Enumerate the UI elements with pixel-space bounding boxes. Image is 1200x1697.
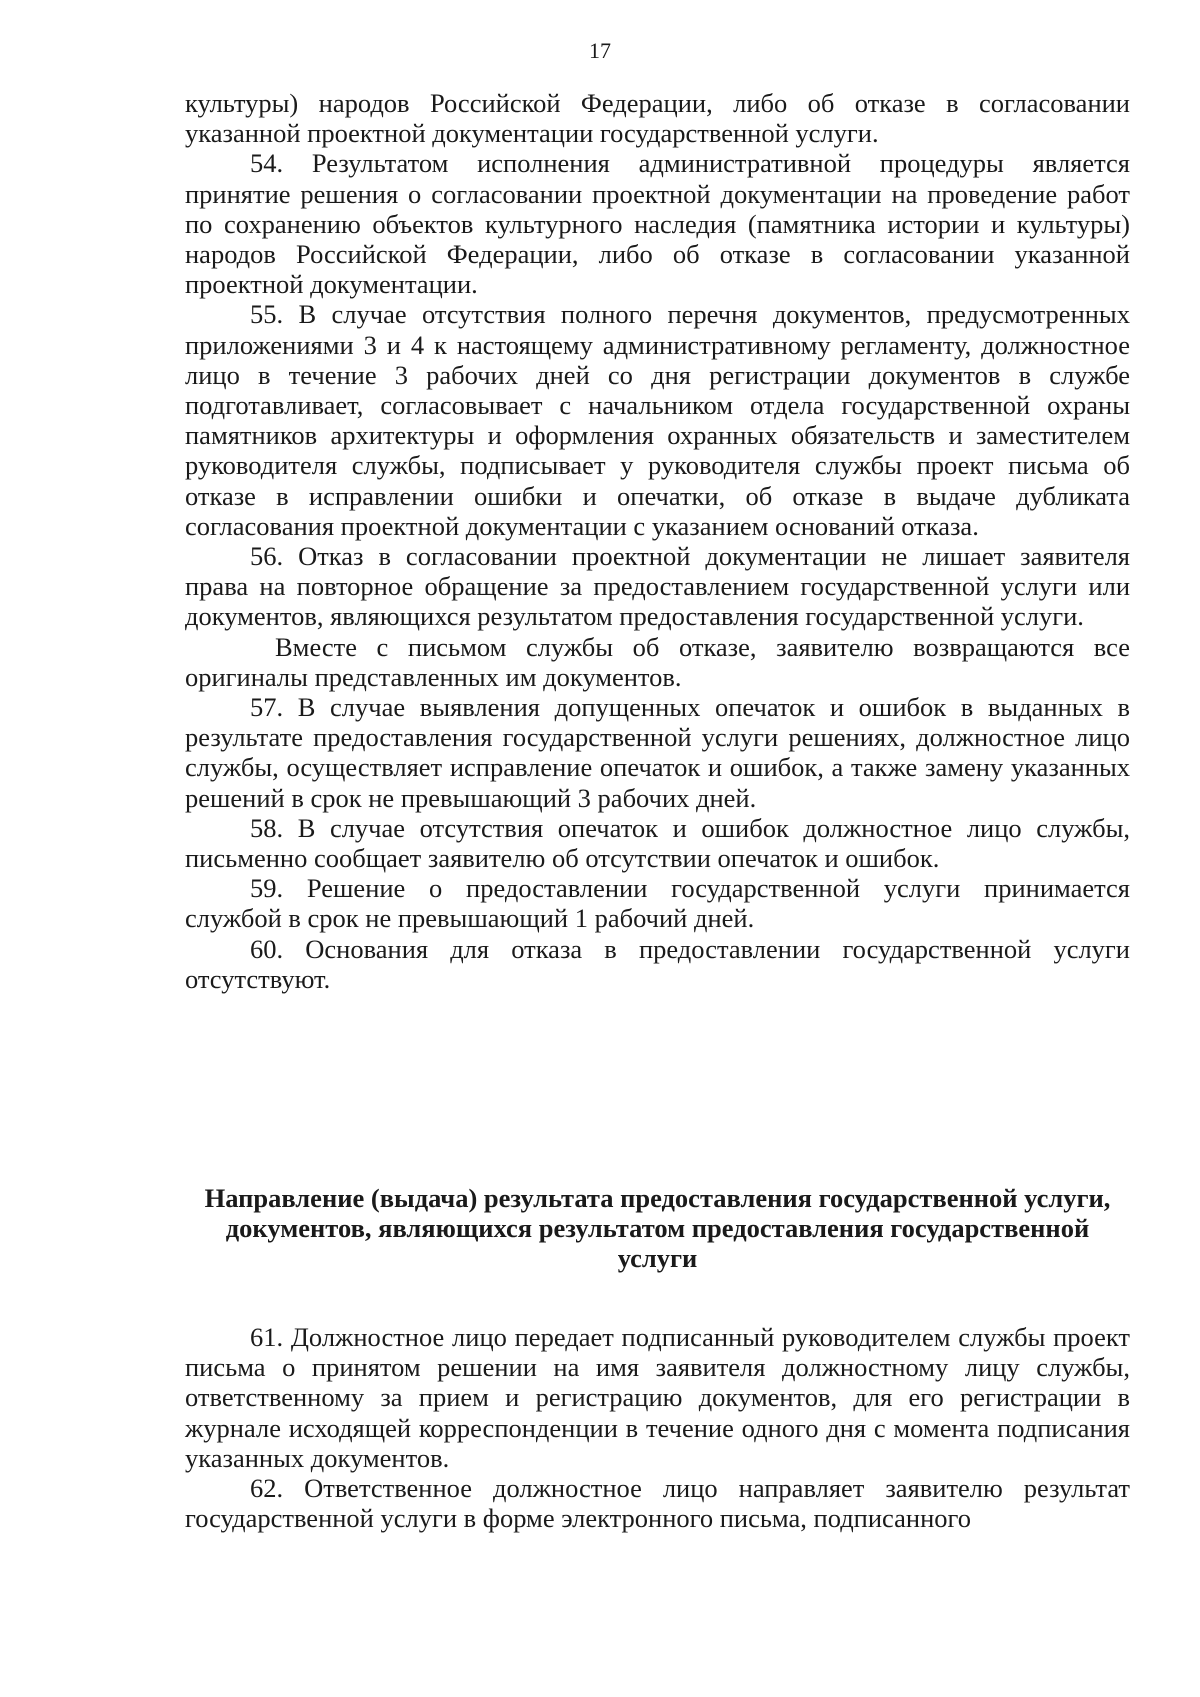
paragraph-54: 54. Результатом исполнения административной процедуры является принятие решения о согласовании проектной документации на проведение работ по сохранению объектов культурного наследия (памятника истории и культуры) народов Российской Федерации, либо об отказе в согласовании указанной проектной документации.	[185, 148, 1130, 300]
paragraph-continuation: культуры) народов Российской Федерации, либо об отказе в согласовании указанной проектной документации государственной услуги.	[185, 88, 1130, 149]
paragraph-56-note: Вместе с письмом службы об отказе, заявителю возвращаются все оригиналы представленных им документов.	[185, 631, 1130, 692]
body-text-bottom	[185, 1322, 1130, 1533]
page-number: 17	[589, 38, 611, 63]
paragraph-62: 62. Ответственное должностное лицо направляет заявителю результат государственной услуги в форме электронного письма, подписанного	[185, 1473, 1130, 1534]
paragraph-58: 58. В случае отсутствия опечаток и ошибок должностное лицо службы, письменно сообщает заявителю об отсутствии опечаток и ошибок.	[185, 812, 1130, 874]
paragraph-59: 59. Решение о предоставлении государственной услуги принимается службой в срок не превышающий 1 рабочий дней.	[185, 873, 1130, 934]
paragraph-57: 57. В случае выявления допущенных опечаток и ошибок в выданных в результате предоставления государственной услуги решениях, должностное лицо службы, осуществляет исправление опечаток и ошибок, а также замену указанных решений в срок не превышающий 3 рабочих дней.	[185, 692, 1130, 813]
body-text-top	[185, 88, 1130, 994]
section-heading: Направление (выдача) результата предоставления государственной услуги, документов, являющихся результатом предоставления государственной услуги	[204, 1183, 1111, 1273]
paragraph-60: 60. Основания для отказа в предоставлении государственной услуги отсутствуют.	[185, 933, 1130, 994]
paragraph-55: 55. В случае отсутствия полного перечня документов, предусмотренных приложениями 3 и 4 к настоящему административному регламенту, должностное лицо в течение 3 рабочих дней со дня регистрации документов в службе подготавливает, согласовывает с начальником отдела государственной охраны памятников архитектуры и оформления охранных обязательств и заместителем руководителя службы, подписывает у руководителя службы проект письма об отказе в исправлении ошибки и опечатки, об отказе в выдаче дубликата согласования проектной документации с указанием оснований отказа.	[185, 299, 1130, 541]
paragraph-61: 61. Должностное лицо передает подписанный руководителем службы проект письма о принятом решении на имя заявителя должностному лицу службы, ответственному за прием и регистрацию документов, для его регистрации в журнале исходящей корреспонденции в течение одного дня с момента подписания указанных документов.	[185, 1322, 1130, 1473]
paragraph-56: 56. Отказ в согласовании проектной документации не лишает заявителя права на повторное обращение за предоставлением государственной услуги или документов, являющихся результатом предоставления государственной услуги.	[185, 541, 1130, 632]
